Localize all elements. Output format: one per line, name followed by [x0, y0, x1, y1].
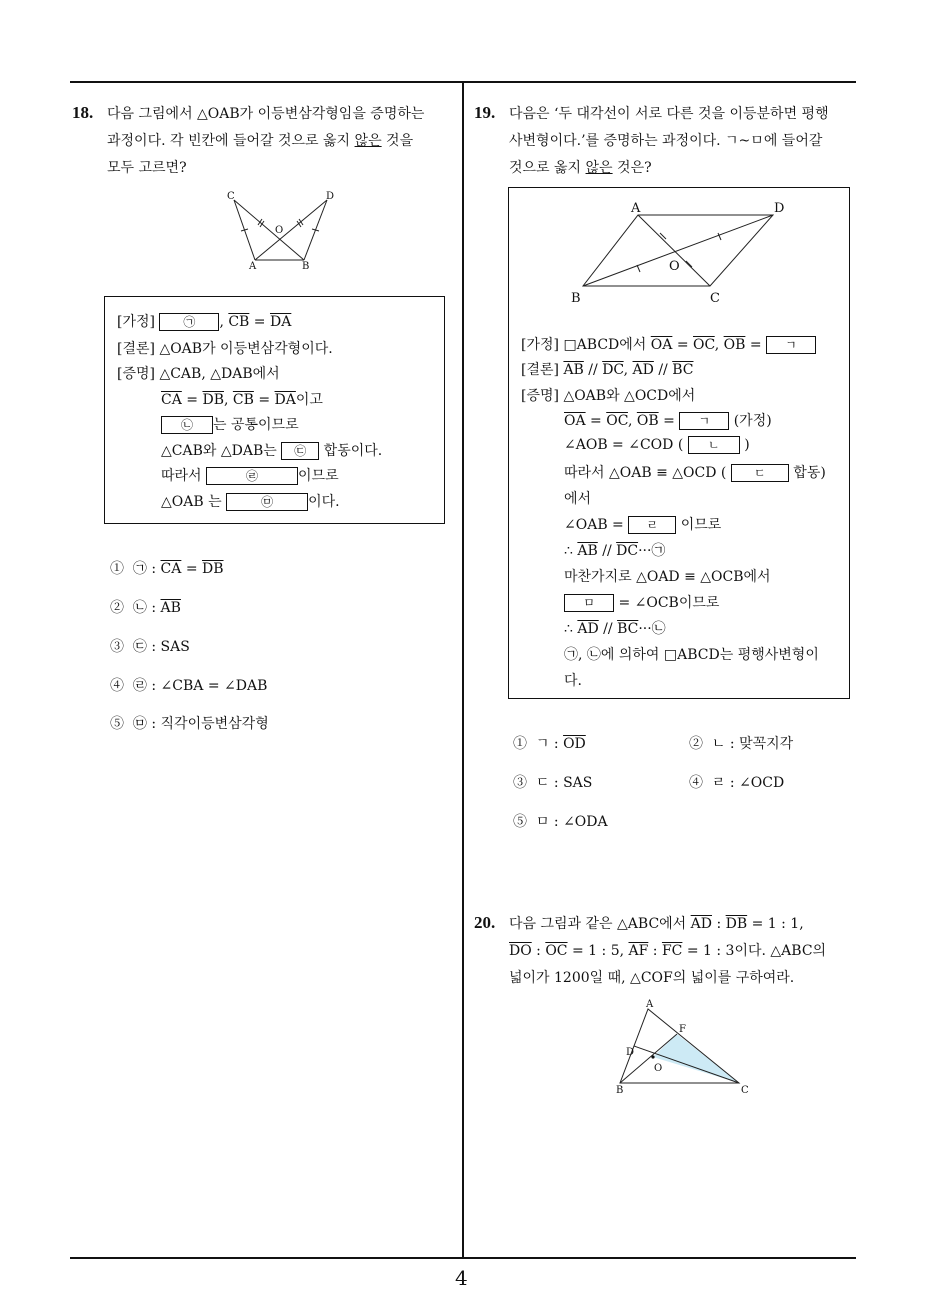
proof-step: 마찬가지로 △OAD ≡ △OCB에서	[564, 569, 771, 585]
prompt-line: 것으로 옳지 않은 것은?	[509, 160, 652, 176]
prompt-line: 다음은 ‘두 대각선이 서로 다른 것을 이등분하면 평행	[509, 106, 829, 122]
label-b: B	[302, 261, 310, 272]
prompt-line: 다음 그림과 같은 △ABC에서 $\overline{AD}$ : $\overline{DB} = 1$ : 1,	[509, 916, 804, 932]
proof-conclusion: [결론] △OAB가 이등변삼각형이다.	[117, 341, 333, 357]
blank-1: ㉠	[159, 313, 219, 331]
label-o: O	[669, 259, 680, 274]
proof-step: [증명] △CAB, △DAB에서	[117, 366, 280, 382]
label-a: A	[249, 261, 257, 272]
blank-n: ㄴ	[688, 436, 740, 454]
label-c: C	[710, 291, 720, 306]
proof-given: [가정] ㉠ , $\overline{CB} = \overline{DA}$	[117, 314, 292, 330]
proof-step: 따라서 ㉣ 이므로	[161, 468, 339, 484]
proof-step: ㉡ 는 공통이므로	[161, 414, 299, 434]
diagonal-ac	[638, 215, 710, 286]
label-c: C	[741, 1085, 749, 1096]
proof-step: ∠AOB = ∠COD ( ㄴ )	[564, 437, 750, 453]
question-number: 20.	[474, 913, 496, 932]
tick-mark	[686, 261, 692, 267]
proof-step: $\overline{CA} = \overline{DB}$, $\overline{CB} = \overline{DA}$이고	[161, 392, 323, 408]
proof-step: ㅁ = ∠OCB이므로	[564, 592, 719, 612]
proof-step: [증명] △OAB와 △OCD에서	[521, 388, 696, 404]
label-a: A	[631, 201, 641, 216]
label-d: D	[326, 191, 335, 202]
blank-d: ㄷ	[731, 464, 789, 482]
blank-m: ㅁ	[564, 594, 614, 612]
proof-step: $\overline{OA} = \overline{OC}$, $\overline{OB}$ = ㄱ (가정)	[564, 413, 772, 429]
question-number: 19.	[474, 103, 496, 122]
emphasis-not: 않은	[585, 160, 613, 176]
choice-2[interactable]: ② ㉡ : $\overline{AB}$	[110, 600, 181, 616]
label-d: D	[626, 1047, 635, 1058]
choice-1[interactable]: ① ㉠ : $\overline{CA} = \overline{DB}$	[110, 561, 224, 577]
label-o: O	[654, 1063, 663, 1074]
proof-given: [가정] □ABCD에서 $\overline{OA} = \overline{OC}$, $\overline{OB}$ = ㄱ	[521, 334, 816, 354]
choice-2[interactable]: ② ㄴ : 맞꼭지각	[689, 736, 794, 752]
choice-4[interactable]: ④ ㄹ : ∠OCD	[689, 775, 785, 791]
label-o: O	[275, 225, 284, 236]
shaded-triangle-cof	[653, 1034, 739, 1083]
proof-step: ∴ $\overline{AD}$ // $\overline{BC}\cdot\cdot\cdot㉡$	[564, 621, 666, 637]
tick-mark	[718, 233, 721, 240]
page-number: 4	[455, 1266, 468, 1290]
proof-step: 에서	[564, 491, 592, 507]
label-a: A	[646, 999, 654, 1010]
choice-1[interactable]: ① ㄱ : $\overline{OD}$	[513, 736, 586, 752]
proof-conclusion: [결론] $\overline{AB} // \overline{DC}$, $\overline{AD} // \overline{BC}$	[521, 362, 694, 378]
proof-step: 따라서 △OAB ≡ △OCD ( ㄷ 합동)	[564, 465, 826, 481]
proof-step: △CAB와 △DAB는 ㉢ 합동이다.	[161, 443, 383, 459]
column-divider	[462, 82, 464, 1258]
blank-5: ㉤	[226, 493, 308, 511]
choice-5[interactable]: ⑤ ㅁ : ∠ODA	[513, 814, 608, 830]
blank-2: ㉡	[161, 416, 213, 434]
question-number: 18.	[72, 103, 94, 122]
butterfly-figure	[220, 188, 340, 273]
choice-3[interactable]: ③ ㉢ : SAS	[110, 639, 190, 655]
choice-4[interactable]: ④ ㉣ : ∠CBA = ∠DAB	[110, 678, 268, 694]
prompt-line: 사변형이다.’를 증명하는 과정이다. ㄱ~ㅁ에 들어갈	[509, 133, 823, 149]
proof-step: ㉠, ㉡에 의하여 □ABCD는 평행사변형이	[564, 647, 819, 663]
emphasis-not: 않은	[354, 133, 382, 149]
prompt-line: $\overline{DO}$ : $\overline{OC} = 1$ : 5, $\overline{AF}$ : $\overline{FC} = 1$ : 3이다. △ABC의	[509, 943, 827, 959]
tick-mark	[637, 265, 640, 272]
prompt-line: 과정이다. 각 빈칸에 들어갈 것으로 옳지 않은 것을	[107, 133, 414, 149]
parallelogram-figure	[565, 197, 795, 309]
question-prompt	[509, 911, 861, 992]
proof-step: △OAB 는 ㉤ 이다.	[161, 494, 340, 510]
prompt-line: 다음 그림에서 △OAB가 이등변삼각형임을 증명하는	[107, 106, 425, 122]
blank-g-2: ㄱ	[679, 412, 729, 430]
blank-4: ㉣	[206, 467, 298, 485]
proof-step: ∴ $\overline{AB}$ // $\overline{DC}\cdot\cdot\cdot㉠$	[564, 543, 666, 559]
label-b: B	[616, 1085, 624, 1096]
blank-g: ㄱ	[766, 336, 816, 354]
question-prompt	[509, 101, 861, 182]
bottom-rule	[70, 1257, 856, 1259]
choice-3[interactable]: ③ ㄷ : SAS	[513, 775, 593, 791]
label-f: F	[679, 1024, 686, 1035]
prompt-line: 모두 고르면?	[107, 160, 187, 176]
question-prompt	[107, 101, 457, 182]
proof-step: 다.	[564, 673, 582, 689]
proof-step: ∠OAB = ㄹ 이므로	[564, 517, 722, 533]
blank-3: ㉢	[281, 442, 319, 460]
label-c: C	[227, 191, 235, 202]
blank-r: ㄹ	[628, 516, 676, 534]
diagonal-bd	[583, 215, 773, 286]
choice-5[interactable]: ⑤ ㉤ : 직각이등변삼각형	[110, 716, 269, 732]
triangle-figure	[610, 996, 760, 1100]
prompt-line: 넓이가 1200일 때, △COF의 넓이를 구하여라.	[509, 970, 795, 986]
label-d: D	[774, 201, 785, 216]
label-b: B	[571, 291, 581, 306]
point-o	[651, 1055, 654, 1058]
